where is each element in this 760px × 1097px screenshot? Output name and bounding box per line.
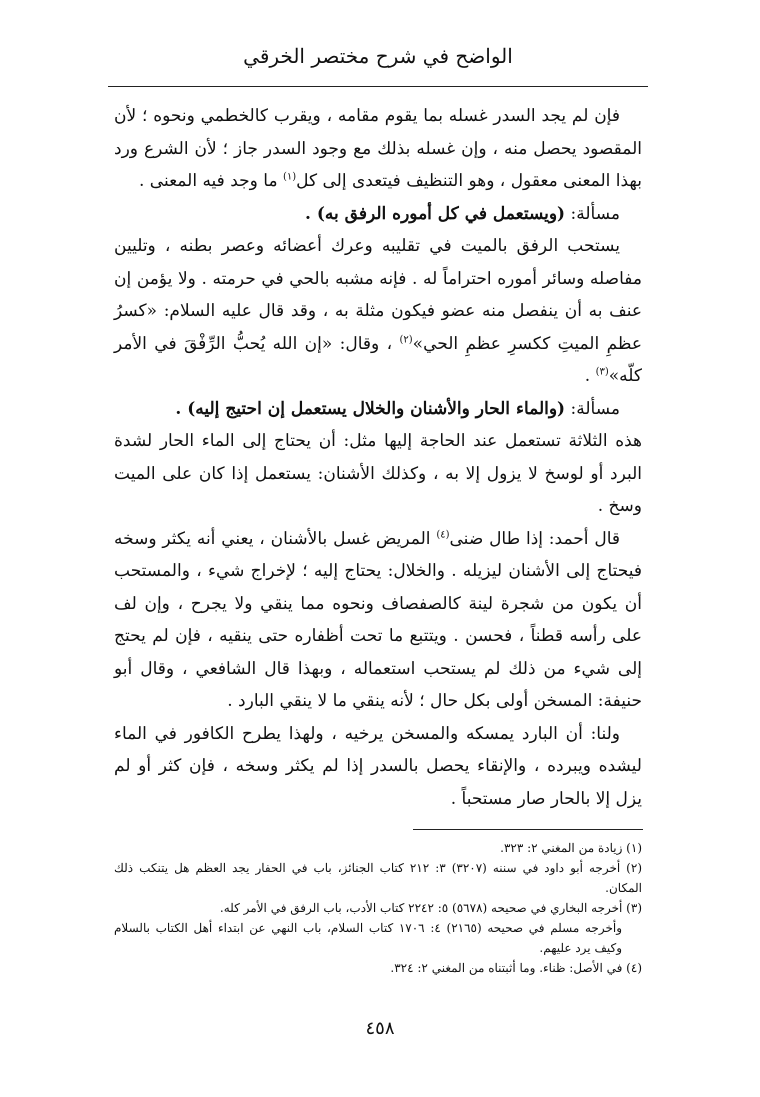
- paragraph-text: ، وقال: «إن الله يُحبُّ الرِّفْقَ في الأمر كلّه»: [114, 333, 642, 386]
- footnote-divider: [413, 829, 643, 830]
- paragraph: [114, 230, 642, 393]
- paragraph: [114, 523, 642, 718]
- paragraph: [114, 100, 642, 198]
- footnote-ref: (١): [282, 171, 297, 183]
- footnote: (٣) أخرجه البخاري في صحيحه (٥٦٧٨) ٥: ٢٢٤٢ كتاب الأدب، باب الرفق في الأمر كله.: [219, 901, 642, 915]
- page-number: ٤٥٨: [365, 1018, 395, 1039]
- footnote-ref: (٤): [436, 528, 450, 540]
- main-text: [114, 100, 642, 815]
- question-heading: [114, 198, 642, 231]
- paragraph-text: يستحب الرفق بالميت في تقليبه وعرك أعضائه وعصر بطنه ، وتليين مفاصله وسائر أموره احتراماً له . فإنه مشبه بالحي في حرمته . ولا يؤمن إن عنف به أن ينفصل منه عضو فيكون مثلة به ، وقد قال عليه السلام: «كسرُ عظمِ الميتِ ككسرِ عظمِ الحي»: [114, 236, 642, 354]
- footnote-ref: (٢): [399, 333, 413, 345]
- footnote: (٢) أخرجه أبو داود في سننه (٣٢٠٧) ٣: ٢١٢ كتاب الجنائز، باب في الحفار يجد العظم هل يتنكب ذلك المكان.: [114, 861, 643, 895]
- footnote-continuation: وأخرجه مسلم في صحيحه (٢١٦٥) ٤: ١٧٠٦ كتاب السلام، باب النهي عن ابتداء أهل الكتاب بالسلام وكيف يرد عليهم.: [114, 921, 622, 955]
- header-divider: [108, 86, 648, 87]
- footnotes: [114, 838, 642, 978]
- question-text: (والماء الحار والأشنان والخلال يستعمل إن احتيج إليه) .: [175, 398, 566, 419]
- paragraph: ولنا: أن البارد يمسكه والمسخن يرخيه ، ولهذا يطرح الكافور في الماء ليشده ويبرده ، والإنقاء يحصل بالسدر إذا لم يكثر وسخه ، فإن كثر أو لم يزل إلا بالحار صار مستحباً .: [114, 723, 642, 809]
- paragraph-text: قال أحمد: إذا طال ضنى: [449, 528, 621, 549]
- paragraph-text: ما وجد فيه المعنى .: [139, 171, 283, 191]
- footnote-ref: (٣): [595, 366, 609, 378]
- question-label: مسألة:: [565, 203, 620, 224]
- running-header: الواضح في شرح مختصر الخرقي: [243, 44, 513, 68]
- question-label: مسألة:: [565, 398, 620, 419]
- paragraph-text: .: [584, 366, 596, 386]
- footnote: (١) زيادة من المغني ٢: ٣٢٣.: [500, 841, 642, 855]
- paragraph-text: المريض غسل بالأشنان ، يعني أنه يكثر وسخه فيحتاج إلى الأشنان ليزيله . والخلال: يحتاج إليه ؛ لإخراج شيء ، والمستحب أن يكون من شجرة لينة كالصفصاف ونحوه مما ينقي ولا يجرح ، وإن لف على رأسه قطناً ، فحسن . ويتتبع ما تحت أظفاره حتى ينقيه ، فإن لم يحتج إلى شيء من ذلك لم يستحب استعماله ، وبهذا قال الشافعي ، وقال أبو حنيفة: المسخن أولى بكل حال ؛ لأنه ينقي ما لا ينقي البارد .: [114, 528, 642, 711]
- question-text: (ويستعمل في كل أموره الرفق به) .: [305, 203, 566, 224]
- paragraph-text: فإن لم يجد السدر غسله بما يقوم مقامه ، ويقرب كالخطمي ونحوه ؛ لأن المقصود يحصل منه ، وإن غسله بذلك مع وجود السدر جاز ؛ لأن الشرع ورد بهذا المعنى معقول ، وهو التنظيف فيتعدى إلى كل: [114, 106, 642, 191]
- footnote: (٤) في الأصل: ظناء. وما أثبتناه من المغني ٢: ٣٢٤.: [390, 961, 642, 975]
- paragraph: هذه الثلاثة تستعمل عند الحاجة إليها مثل: أن يحتاج إلى الماء الحار لشدة البرد أو لوسخ لا يزول إلا به ، وكذلك الأشنان: يستعمل إذا كان على الميت وسخ .: [114, 431, 642, 516]
- question-heading: [114, 393, 642, 426]
